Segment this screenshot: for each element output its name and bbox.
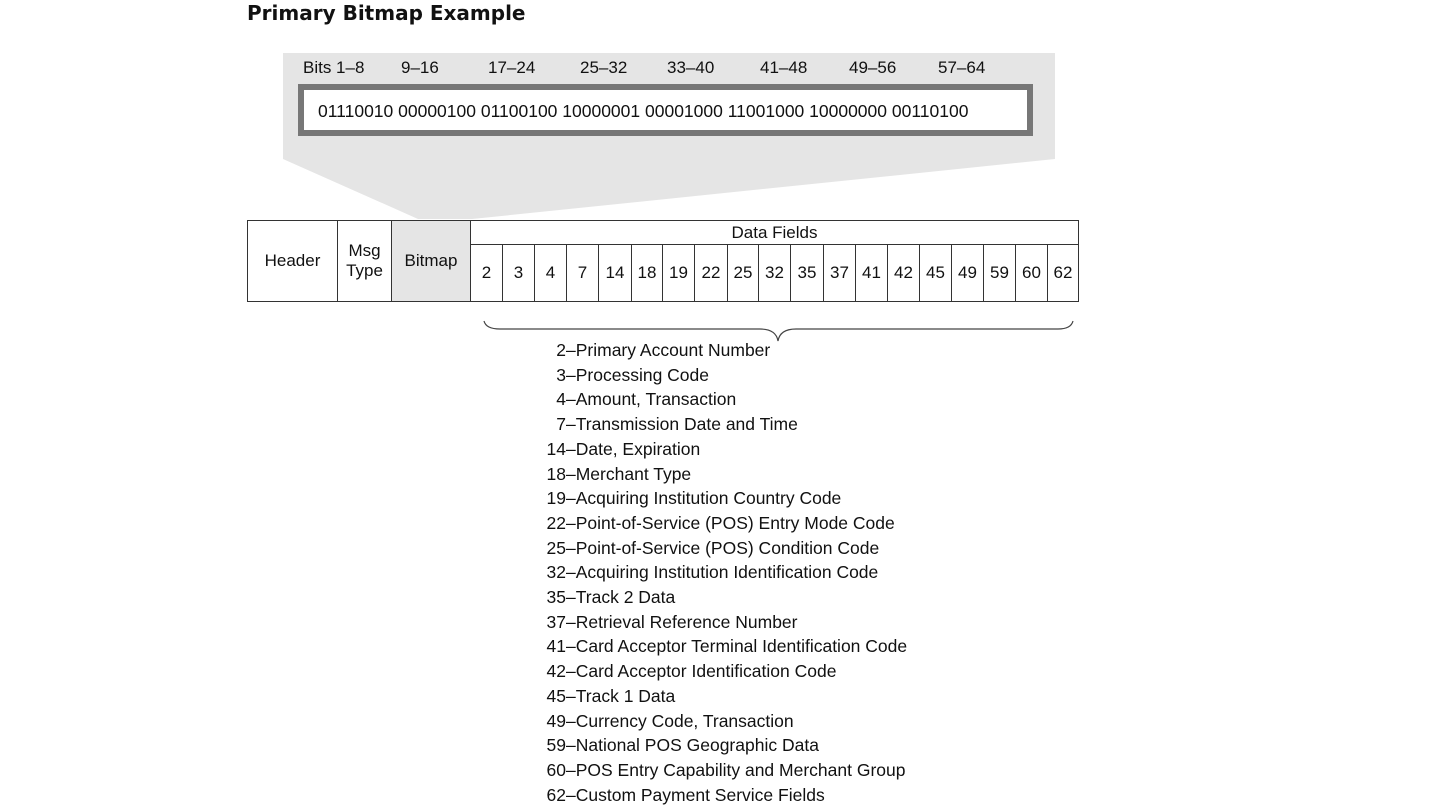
legend-item: 49–Currency Code, Transaction — [546, 710, 794, 731]
field-number-cell: 60 — [1016, 245, 1048, 302]
bit-range-label: 49–56 — [849, 58, 897, 77]
legend-item: 37–Retrieval Reference Number — [546, 611, 798, 632]
legend-item: 25–Point-of-Service (POS) Condition Code — [546, 537, 880, 558]
legend-item: 60–POS Entry Capability and Merchant Group — [546, 759, 906, 780]
legend-item: 2–Primary Account Number — [556, 340, 771, 360]
field-number-cell: 14 — [599, 245, 632, 302]
field-number-cell: 41 — [856, 245, 888, 302]
legend-item: 41–Card Acceptor Terminal Identification Code — [546, 636, 908, 657]
legend-item: 4–Amount, Transaction — [556, 389, 737, 410]
legend-item: 3–Processing Code — [556, 364, 709, 385]
legend-item: 35–Track 2 Data — [546, 587, 676, 608]
field-number-cell: 62 — [1048, 245, 1079, 302]
legend-item: 7–Transmission Date and Time — [556, 414, 798, 435]
legend-item: 32–Acquiring Institution Identification Code — [546, 562, 879, 583]
field-number-cell: 18 — [632, 245, 663, 302]
legend-item: 22–Point-of-Service (POS) Entry Mode Code — [546, 512, 895, 533]
bit-range-label: 25–32 — [580, 58, 628, 77]
legend-item: 19–Acquiring Institution Country Code — [546, 488, 842, 509]
field-number-cell: 37 — [824, 245, 856, 302]
msg-type-label-line2: Type — [346, 261, 383, 280]
legend-item: 62–Custom Payment Service Fields — [546, 784, 825, 805]
field-number-cell: 7 — [567, 245, 599, 302]
bitmap-binary-value: 01110010 00000100 01100100 10000001 00001000 11001000 10000000 00110100 — [318, 101, 969, 121]
bit-range-label: 33–40 — [667, 58, 715, 77]
field-legend-list — [531, 338, 907, 807]
header-cell: Header — [248, 221, 338, 302]
legend-item: 42–Card Acceptor Identification Code — [546, 661, 837, 682]
field-number-cell: 59 — [984, 245, 1016, 302]
field-number-cell: 32 — [759, 245, 791, 302]
field-number-cell: 25 — [728, 245, 759, 302]
legend-item: 18–Merchant Type — [546, 463, 692, 484]
bit-range-label: Bits 1–8 — [303, 58, 365, 77]
field-number-cell: 42 — [888, 245, 920, 302]
legend-item: 45–Track 1 Data — [546, 685, 676, 706]
page-title: Primary Bitmap Example — [247, 1, 526, 25]
msg-type-label-line1: Msg — [348, 241, 381, 260]
field-number-cell: 45 — [920, 245, 952, 302]
bit-range-label: 9–16 — [401, 58, 439, 77]
field-number-cell: 22 — [695, 245, 728, 302]
legend-item: 59–National POS Geographic Data — [546, 735, 819, 756]
bitmap-cell: Bitmap — [392, 221, 471, 302]
data-fields-title: Data Fields — [471, 221, 1079, 245]
field-number-cell: 4 — [535, 245, 567, 302]
field-number-cell: 3 — [503, 245, 535, 302]
bit-range-label: 17–24 — [488, 58, 536, 77]
legend-item: 14–Date, Expiration — [546, 438, 701, 459]
field-number-cell: 2 — [471, 245, 503, 302]
field-number-cell: 35 — [791, 245, 824, 302]
field-number-cell: 19 — [663, 245, 695, 302]
bit-range-label: 57–64 — [938, 58, 986, 77]
field-number-cell: 49 — [952, 245, 984, 302]
bit-range-label: 41–48 — [760, 58, 808, 77]
